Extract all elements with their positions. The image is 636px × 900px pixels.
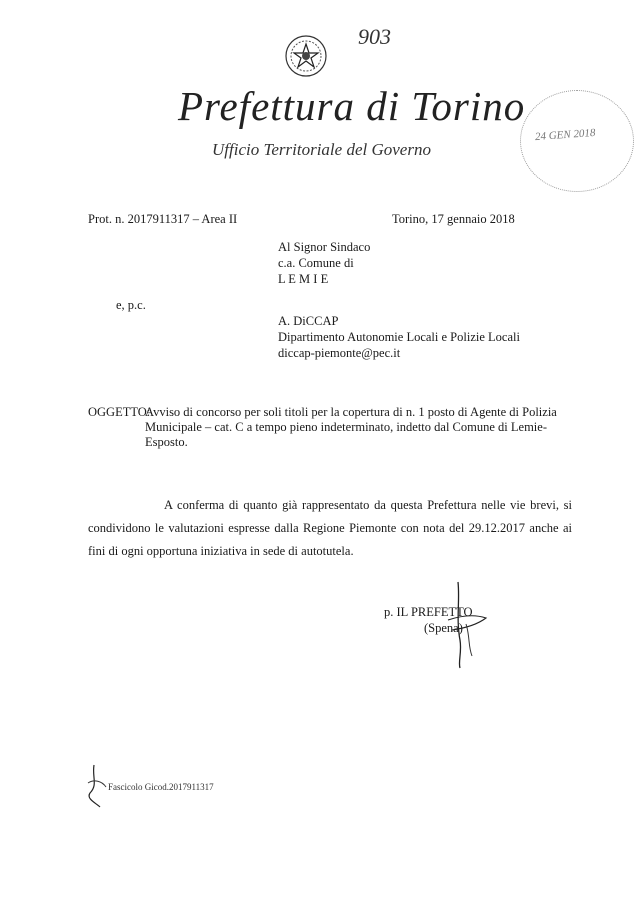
cc-recipient-line-1: A. DiCCAP [278,314,339,328]
office-subtitle: Ufficio Territoriale del Governo [212,140,431,159]
file-reference: Fascicolo Gicod.2017911317 [108,782,214,792]
handwritten-signature [430,580,500,670]
cc-recipient-line-2: Dipartimento Autonomie Locali e Polizie Locali [278,330,520,344]
received-stamp [520,90,634,192]
recipient-line-2: c.a. Comune di [278,256,354,270]
recipient-line-1: Al Signor Sindaco [278,240,371,254]
handwritten-note: 903 [358,24,391,49]
subject-text: Avviso di concorso per soli titoli per la copertura di n. 1 posto di Agente di Polizia Municipale – cat. C a tempo pieno indeterminato, indetto dal Comune di Lemie- Esposto. [145,405,557,449]
recipient-line-3: L E M I E [278,272,329,286]
place-date: Torino, 17 gennaio 2018 [392,212,515,226]
republic-emblem-icon [284,34,328,78]
office-title: Prefettura di Torino [178,83,526,129]
stamp-date: 24 GEN 2018 [534,126,596,144]
footer-initials-mark [84,763,110,809]
subject-label: OGGETTO: [88,405,151,419]
signature-name: (Spena) [424,621,463,635]
cc-label: e, p.c. [116,298,146,312]
signature-title: p. IL PREFETTO [384,605,473,619]
body-paragraph: A conferma di quanto già rappresentato da questa Prefettura nelle vie brevi, si condividono le valutazioni espresse dalla Regione Piemonte con nota del 29.12.2017 anche ai fini di ogni opportuna iniziativa in sede di autotutela. [88,498,572,558]
protocol-number: Prot. n. 2017911317 – Area II [88,212,238,226]
cc-recipient-email: diccap-piemonte@pec.it [278,346,401,360]
